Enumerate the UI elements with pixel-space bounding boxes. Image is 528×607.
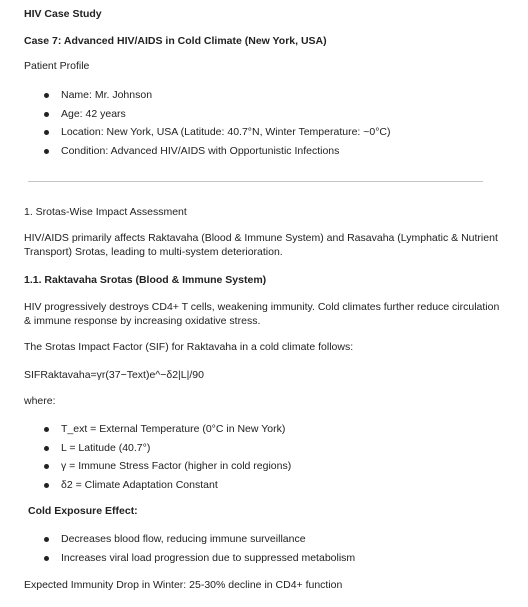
list-item: T_ext = External Temperature (0°C in New York) bbox=[0, 423, 291, 442]
cold-exposure-heading: Cold Exposure Effect: bbox=[28, 505, 138, 517]
sif-formula: SIFRaktavaha=γr(37−Text)e^−δ2|L|/90 bbox=[24, 369, 204, 381]
subsection-paragraph: HIV progressively destroys CD4+ T cells, weakening immunity. Cold climates further reduce circulation & immune response by increasing oxidative stress. bbox=[24, 301, 500, 327]
list-item: L = Latitude (40.7°) bbox=[0, 442, 291, 461]
divider bbox=[28, 181, 483, 182]
list-item: Condition: Advanced HIV/AIDS with Opportunistic Infections bbox=[0, 145, 391, 164]
patient-profile-list bbox=[0, 89, 391, 163]
expected-immunity-drop: Expected Immunity Drop in Winter: 25-30% decline in CD4+ function bbox=[24, 579, 343, 591]
section-heading: 1. Srotas-Wise Impact Assessment bbox=[24, 206, 187, 218]
list-item: Name: Mr. Johnson bbox=[0, 89, 391, 108]
list-item: Age: 42 years bbox=[0, 108, 391, 127]
document-title: HIV Case Study bbox=[24, 8, 102, 20]
where-label: where: bbox=[24, 395, 56, 407]
section-intro-paragraph: HIV/AIDS primarily affects Raktavaha (Blood & Immune System) and Rasavaha (Lymphatic & Nutrient Transport) Srotas, leading to multi-system deterioration. bbox=[24, 232, 498, 258]
cold-exposure-list bbox=[0, 533, 355, 570]
variable-list bbox=[0, 423, 291, 497]
list-item: γ = Immune Stress Factor (higher in cold regions) bbox=[0, 460, 291, 479]
list-item: Increases viral load progression due to suppressed metabolism bbox=[0, 552, 355, 571]
list-item: Location: New York, USA (Latitude: 40.7°N, Winter Temperature: ~0°C) bbox=[0, 126, 391, 145]
case-heading: Case 7: Advanced HIV/AIDS in Cold Climate (New York, USA) bbox=[24, 35, 327, 47]
patient-profile-label: Patient Profile bbox=[24, 60, 90, 72]
subsection-heading: 1.1. Raktavaha Srotas (Blood & Immune System) bbox=[24, 274, 267, 286]
sif-intro-text: The Srotas Impact Factor (SIF) for Raktavaha in a cold climate follows: bbox=[24, 341, 354, 353]
list-item: δ2 = Climate Adaptation Constant bbox=[0, 479, 291, 498]
list-item: Decreases blood flow, reducing immune surveillance bbox=[0, 533, 355, 552]
